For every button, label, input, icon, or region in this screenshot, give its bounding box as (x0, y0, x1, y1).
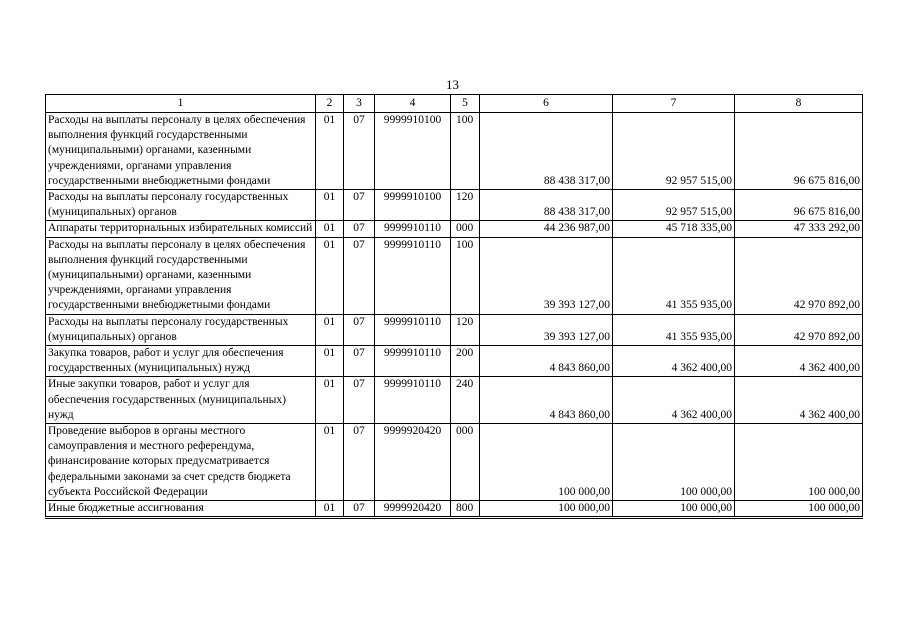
budget-table (45, 94, 863, 519)
row-section: 01 (316, 314, 344, 345)
header-row (46, 95, 863, 113)
header-cell-1: 1 (46, 95, 316, 113)
row-expense-type: 000 (451, 221, 480, 237)
row-amount-8: 96 675 816,00 (735, 113, 863, 190)
table-row (46, 377, 863, 424)
table-row (46, 314, 863, 345)
row-section: 01 (316, 237, 344, 314)
row-expense-type: 100 (451, 113, 480, 190)
row-target-article: 9999920420 (375, 501, 451, 518)
row-amount-8: 4 362 400,00 (735, 346, 863, 377)
row-subsection: 07 (344, 190, 375, 221)
row-name: Расходы на выплаты персоналу государственных (муниципальных) органов (46, 314, 316, 345)
header-cell-8: 8 (735, 95, 863, 113)
row-amount-7: 41 355 935,00 (613, 314, 735, 345)
row-amount-7: 45 718 335,00 (613, 221, 735, 237)
table-row (46, 424, 863, 501)
row-name: Иные закупки товаров, работ и услуг для обеспечения государственных (муниципальных) нужд (46, 377, 316, 424)
row-target-article: 9999910110 (375, 221, 451, 237)
row-amount-8: 47 333 292,00 (735, 221, 863, 237)
row-section: 01 (316, 221, 344, 237)
row-section: 01 (316, 377, 344, 424)
table-row (46, 237, 863, 314)
row-amount-8: 100 000,00 (735, 501, 863, 518)
row-name: Закупка товаров, работ и услуг для обеспечения государственных (муниципальных) нужд (46, 346, 316, 377)
header-cell-4: 4 (375, 95, 451, 113)
row-amount-6: 39 393 127,00 (480, 237, 613, 314)
row-subsection: 07 (344, 424, 375, 501)
header-cell-2: 2 (316, 95, 344, 113)
row-expense-type: 120 (451, 190, 480, 221)
header-cell-6: 6 (480, 95, 613, 113)
row-section: 01 (316, 190, 344, 221)
row-amount-6: 100 000,00 (480, 501, 613, 518)
row-amount-7: 41 355 935,00 (613, 237, 735, 314)
row-target-article: 9999910110 (375, 314, 451, 345)
row-amount-7: 4 362 400,00 (613, 377, 735, 424)
row-name: Иные бюджетные ассигнования (46, 501, 316, 518)
row-subsection: 07 (344, 346, 375, 377)
row-expense-type: 800 (451, 501, 480, 518)
row-target-article: 9999910110 (375, 377, 451, 424)
row-name: Расходы на выплаты персоналу государственных (муниципальных) органов (46, 190, 316, 221)
row-amount-6: 88 438 317,00 (480, 190, 613, 221)
row-amount-7: 4 362 400,00 (613, 346, 735, 377)
row-subsection: 07 (344, 221, 375, 237)
row-expense-type: 120 (451, 314, 480, 345)
table-row (46, 113, 863, 190)
row-target-article: 9999920420 (375, 424, 451, 501)
row-amount-8: 96 675 816,00 (735, 190, 863, 221)
row-amount-8: 100 000,00 (735, 424, 863, 501)
row-amount-7: 100 000,00 (613, 424, 735, 501)
row-subsection: 07 (344, 113, 375, 190)
row-amount-6: 44 236 987,00 (480, 221, 613, 237)
row-name: Расходы на выплаты персоналу в целях обеспечения выполнения функций государственными (муниципальными) органами, казенными учреждениями, органами управления государственными внебюджетными фондами (46, 237, 316, 314)
header-cell-3: 3 (344, 95, 375, 113)
row-name: Аппараты территориальных избирательных комиссий (46, 221, 316, 237)
row-amount-8: 4 362 400,00 (735, 377, 863, 424)
row-amount-7: 92 957 515,00 (613, 190, 735, 221)
row-amount-6: 39 393 127,00 (480, 314, 613, 345)
page-number: 13 (446, 77, 459, 92)
row-target-article: 9999910100 (375, 190, 451, 221)
row-target-article: 9999910100 (375, 113, 451, 190)
table-row (46, 221, 863, 237)
row-amount-6: 88 438 317,00 (480, 113, 613, 190)
row-expense-type: 200 (451, 346, 480, 377)
row-section: 01 (316, 346, 344, 377)
row-amount-6: 4 843 860,00 (480, 346, 613, 377)
row-name: Проведение выборов в органы местного самоуправления и местного референдума, финансирование которых предусматривается федеральными законами за счет средств бюджета субъекта Российской Федерации (46, 424, 316, 501)
table-row (46, 190, 863, 221)
row-name: Расходы на выплаты персоналу в целях обеспечения выполнения функций государственными (муниципальными) органами, казенными учреждениями, органами управления государственными внебюджетными фондами (46, 113, 316, 190)
row-subsection: 07 (344, 377, 375, 424)
row-amount-7: 100 000,00 (613, 501, 735, 518)
row-expense-type: 100 (451, 237, 480, 314)
row-section: 01 (316, 501, 344, 518)
row-amount-6: 100 000,00 (480, 424, 613, 501)
row-target-article: 9999910110 (375, 346, 451, 377)
row-subsection: 07 (344, 501, 375, 518)
row-target-article: 9999910110 (375, 237, 451, 314)
row-expense-type: 000 (451, 424, 480, 501)
header-cell-5: 5 (451, 95, 480, 113)
header-cell-7: 7 (613, 95, 735, 113)
row-amount-8: 42 970 892,00 (735, 237, 863, 314)
row-subsection: 07 (344, 314, 375, 345)
row-subsection: 07 (344, 237, 375, 314)
table-row (46, 501, 863, 518)
row-amount-6: 4 843 860,00 (480, 377, 613, 424)
row-section: 01 (316, 424, 344, 501)
table-row (46, 346, 863, 377)
row-amount-8: 42 970 892,00 (735, 314, 863, 345)
row-expense-type: 240 (451, 377, 480, 424)
row-section: 01 (316, 113, 344, 190)
row-amount-7: 92 957 515,00 (613, 113, 735, 190)
